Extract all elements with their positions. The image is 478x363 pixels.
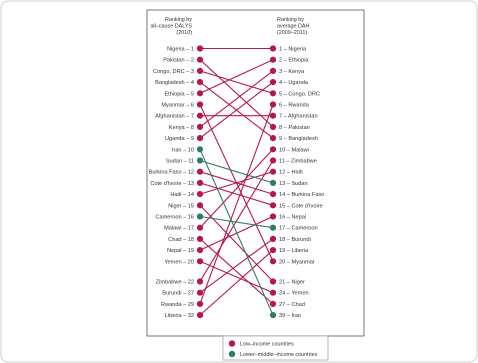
right-rank-label-burundi: 18 – Burundi	[279, 236, 311, 243]
left-marker-niger	[197, 202, 203, 208]
left-rank-label-nigeria: Nigeria – 1	[166, 46, 194, 53]
right-rank-label-myanmar: 20 – Myanmar	[279, 259, 315, 266]
left-rank-label-iran: Iran – 10	[171, 147, 194, 154]
right-marker-ethiopia	[270, 57, 276, 63]
legend-label-low-income: Low–income countries	[240, 341, 294, 348]
right-rank-label-uganda: 4 – Uganda	[279, 80, 308, 87]
left-marker-yemen	[197, 258, 203, 264]
right-marker-nigeria	[270, 45, 276, 51]
left-title-line-3: (2010)	[176, 30, 192, 36]
right-rank-label-pakistan: 8 – Pakistan	[279, 124, 310, 131]
left-marker-afghanistan	[197, 113, 203, 119]
legend	[223, 336, 328, 360]
right-marker-rwanda	[270, 101, 276, 107]
left-marker-congo-drc	[197, 68, 203, 74]
left-rank-label-myanmar: Myanmar – 6	[161, 102, 194, 109]
left-marker-zimbabwe	[197, 278, 203, 284]
right-marker-chad	[270, 301, 276, 307]
right-marker-pakistan	[270, 124, 276, 130]
left-marker-uganda	[197, 135, 203, 141]
right-title-line-1: Ranking by	[277, 17, 304, 23]
right-rank-label-cote-d-ivoire: 15 – Cote d'Ivoire	[279, 203, 323, 210]
right-rank-label-congo-drc: 5 – Congo, DRC	[279, 91, 321, 98]
right-marker-liberia	[270, 247, 276, 253]
left-rank-label-sudan: Sudan – 11	[165, 158, 194, 165]
right-marker-niger	[270, 278, 276, 284]
left-marker-nepal	[197, 247, 203, 253]
left-rank-label-yemen: Yemen – 20	[164, 259, 194, 266]
legend-swatch-lower-middle-income	[229, 351, 235, 357]
left-marker-nigeria	[197, 45, 203, 51]
left-rank-label-cameroon: Cameroon – 16	[155, 214, 194, 221]
right-marker-cote-d-ivoire	[270, 202, 276, 208]
legend-swatch-low-income	[229, 340, 235, 346]
right-marker-malawi	[270, 146, 276, 152]
right-marker-burundi	[270, 236, 276, 242]
left-rank-label-burkina-faso: Burkina Faso – 12	[148, 169, 194, 176]
left-rank-label-burundi: Burundi – 27	[162, 290, 194, 297]
right-rank-label-nepal: 16 – Nepal	[279, 214, 307, 221]
left-marker-pakistan	[197, 57, 203, 63]
right-marker-afghanistan	[270, 113, 276, 119]
right-rank-label-ethiopia: 2 – Ethiopia	[279, 57, 309, 64]
left-marker-kenya	[197, 124, 203, 130]
right-marker-bangladesh	[270, 135, 276, 141]
left-rank-label-malawi: Malawi – 17	[164, 225, 194, 232]
right-marker-zimbabwe	[270, 157, 276, 163]
left-rank-label-nepal: Nepal – 19	[166, 248, 194, 255]
left-marker-burkina-faso	[197, 169, 203, 175]
right-rank-label-kenya: 3 – Kenya	[279, 68, 305, 75]
right-marker-kenya	[270, 68, 276, 74]
left-marker-iran	[197, 146, 203, 152]
left-marker-ethiopia	[197, 90, 203, 96]
right-marker-yemen	[270, 290, 276, 296]
left-marker-cameroon	[197, 213, 203, 219]
right-rank-label-bangladesh: 9 – Bangladesh	[279, 136, 318, 143]
left-rank-label-kenya: Kenya – 8	[168, 124, 194, 131]
left-title-line-2: all–cause DALYS	[150, 23, 192, 30]
legend-label-lower-middle-income: Lower–middle–income countries	[240, 352, 318, 358]
right-marker-nepal	[270, 213, 276, 219]
right-marker-cameroon	[270, 225, 276, 231]
right-marker-haiti	[270, 169, 276, 175]
right-rank-label-afghanistan: 7 – Afghanistan	[279, 113, 318, 120]
left-rank-label-congo-drc: Congo, DRC – 3	[152, 68, 194, 75]
right-marker-iran	[270, 312, 276, 318]
right-rank-label-rwanda: 6 – Rwanda	[279, 102, 309, 109]
left-marker-malawi	[197, 225, 203, 231]
left-marker-cote-d-ivoire	[197, 180, 203, 186]
right-marker-myanmar	[270, 258, 276, 264]
right-rank-label-liberia: 19 – Liberia	[279, 248, 309, 255]
left-rank-label-chad: Chad – 18	[168, 236, 194, 243]
right-rank-label-haiti: 12 – Haiti	[279, 169, 303, 176]
left-rank-label-niger: Niger – 15	[168, 203, 194, 210]
left-rank-label-liberia: Liberia – 32	[164, 313, 194, 320]
left-rank-label-haiti: Haiti – 14	[170, 192, 194, 199]
left-marker-rwanda	[197, 301, 203, 307]
right-marker-congo-drc	[270, 90, 276, 96]
left-marker-haiti	[197, 191, 203, 197]
right-title-line-2: average DAH	[277, 23, 310, 30]
right-rank-label-chad: 27 – Chad	[279, 301, 305, 308]
left-marker-bangladesh	[197, 79, 203, 85]
left-marker-myanmar	[197, 101, 203, 107]
right-rank-label-nigeria: 1 – Nigeria	[279, 46, 307, 53]
left-title-line-1: Ranking by	[165, 17, 192, 23]
right-rank-label-zimbabwe: 11 – Zimbabwe	[279, 158, 317, 165]
left-marker-burundi	[197, 290, 203, 296]
left-rank-label-rwanda: Rwanda – 29	[161, 301, 194, 308]
left-rank-label-bangladesh: Bangladesh – 4	[155, 80, 194, 87]
right-rank-label-burkina-faso: 14 – Burkina Faso	[279, 192, 325, 199]
right-marker-sudan	[270, 180, 276, 186]
right-title-line-3: (2009–2011)	[277, 30, 308, 36]
left-marker-liberia	[197, 312, 203, 318]
right-marker-uganda	[270, 79, 276, 85]
left-rank-label-ethiopia: Ethiopia – 5	[164, 91, 194, 98]
right-marker-burkina-faso	[270, 191, 276, 197]
right-rank-label-malawi: 10 – Malawi	[279, 147, 309, 154]
right-rank-label-sudan: 13 – Sudan	[279, 180, 308, 187]
left-rank-label-afghanistan: Afghanistan – 7	[155, 113, 194, 120]
right-rank-label-cameroon: 17 – Cameroon	[279, 225, 318, 232]
left-marker-sudan	[197, 157, 203, 163]
left-rank-label-cote-d-ivoire: Cote d'Ivoire – 13	[150, 180, 194, 187]
left-rank-label-pakistan: Pakistan – 2	[163, 57, 194, 64]
left-rank-label-uganda: Uganda – 9	[165, 136, 194, 143]
right-rank-label-niger: 21 – Niger	[279, 279, 305, 286]
right-rank-label-iran: 39 – Iran	[279, 313, 302, 320]
right-rank-label-yemen: 24 – Yemen	[279, 290, 309, 297]
left-rank-label-zimbabwe: Zimbabwe – 22	[155, 279, 194, 286]
left-marker-chad	[197, 236, 203, 242]
